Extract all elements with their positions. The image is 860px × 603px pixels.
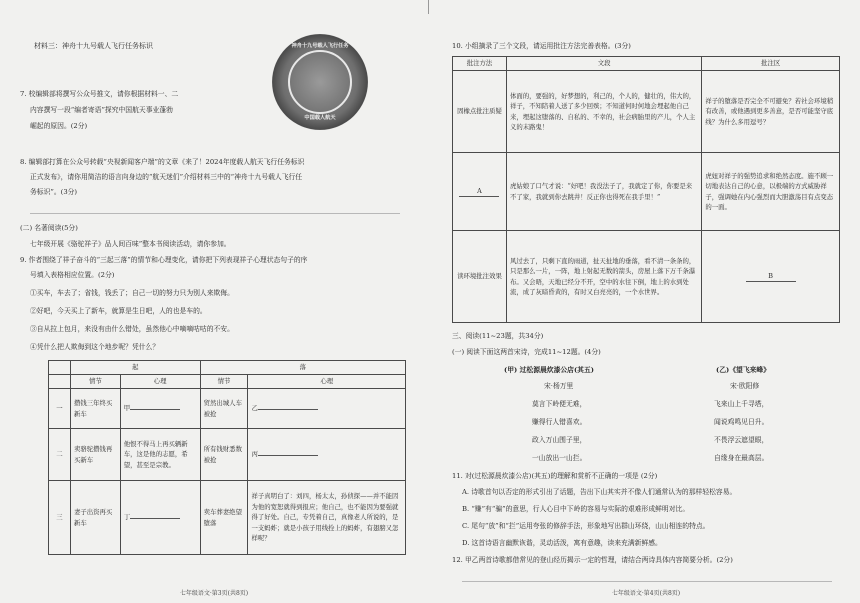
option-4: ④凭什么把人欺侮到这个地步呢？凭什么？ [30, 343, 160, 351]
table-row: A 虎姑娘了口气才说：“好吧！我没法子了，我就定了你，你要是来不了家，我就到你去跳井！反正你也得死在我手里！” 虎妞对祥子的强势追求和绝然态度。施不顾一切地表达自己的心意，以极端的方式威胁祥子，强调她在内心强烈而大胆激荡目有点变态的一面。 [453, 153, 840, 231]
table-row: 一 攒钱三年终买新车 甲 贸然出城人车被抢 乙 [49, 389, 406, 429]
option-3: ③自从拉上包月，来没有由什么错处，虽然他心中嘀嘀咕咕的不安。 [30, 325, 234, 333]
option-d[interactable]: D. 这首诗语言幽默诙谐，灵动活泼，寓有意趣，读来充满新鲜感。 [462, 539, 662, 547]
mission-emblem-image [272, 34, 368, 130]
blank-jia[interactable] [130, 409, 180, 410]
page-footer: 七年级语文·第4页(共8页) [611, 590, 681, 597]
question-10: 10. 小组摘录了三个文段，请运用批注方法完善表格。(3分) [452, 42, 631, 50]
page-footer: 七年级语文·第3页(共8页) [179, 590, 249, 597]
blank-ding[interactable] [130, 518, 180, 519]
subsection-1: (一) 阅读下面这两首宋诗，完成11~12题。(4分) [452, 348, 601, 356]
emblem-inner-ring [288, 50, 352, 114]
table-row: 二 卖骆驼攒钱再买新车 他恨不得马上再买辆新车，这是他的志愿，希望，甚至是宗教。 所有钱财悉数被抢 丙 [49, 429, 406, 481]
section-3-heading: 三、阅读(11~23题，共34分) [452, 332, 544, 340]
blank-yi[interactable] [258, 409, 318, 410]
table-row: 三 妻子出资再买新车 丁 卖车葬妻绝望堕落 祥子真明白了：刘四，杨太太，孙侦探——并不能因为他的宽恕就得到报应；他自己，也不能因为要强就得了好处。自己，专凭着自己，真像老人所说的，是一支蚂蚱；就是小孩子用线拴上的蚂蚱，有翅膀又怎样呢？ [49, 481, 406, 555]
blank-b[interactable]: B [746, 271, 796, 283]
annotation-table: 批注方法 文段 批注区 固橡点批注质疑 体面的，要强的，好梦想的，利己的，个人的，健壮的，伟大的，祥子，不知陪着人送了多少回殡；不知道何时何地会埋起他自己来，埋起这堕落的、自私的、不幸的，社会病胎里的产儿，个人主义的末路鬼！ 祥子的堕落是否完全不可避免？若社会环境稍有改善，或他遇到更多善意，是否可能坚守底线？为什么多用逗号？ A 虎姑娘了口气才说：“好吧！我没法子了，我就定了你，你要是来不了家，我就到你去跳井！反正你也得死在我手里！” 虎妞对祥子的强势追求和绝然态度。施不顾一切地表达自己的心意，以极端的方式威胁祥子，强调她在内心强烈而大胆激荡目有点变态的一面。 读环境批注效果 风过去了，只剩下直的雨道，扯天扯地的垂落，看不清一条条的，只是那么一片，一阵，地上射起无数的箭头，房屋上落下万千条瀑布。又会晤，天地已经分不开，空中的水往下倒，地上的水到处流，成了灰暗昏黄的，有时又白亮亮的，一个水世界。 B [452, 56, 840, 323]
option-2: ②好吧，今天买上了新车，就算是生日吧，人的也是车的。 [30, 307, 207, 315]
option-c[interactable]: C. 尾句“放”和“拦”运用夸张的修辞手法，形象地写出群山环绕，山山相连的特点。 [462, 522, 710, 530]
emblem-top-text: 神舟十九号载人飞行任务 [291, 43, 349, 49]
poem-b-title: (乙)《望飞来峰》 [716, 366, 771, 374]
header-qi: 起 [70, 361, 200, 375]
answer-line[interactable] [462, 581, 832, 582]
page-divider [428, 0, 429, 14]
left-page: 材料三：神舟十九号载人飞行任务标识 神舟十九号载人飞行任务 中国载人航天 7. 校编辑部将撰写公众号推文，请你根据材料一、二 内容撰写一段“编者寄语”探究中国航天事业蓬勃 崛起的原因。(2分) 8. 编辑部打算在公众号转载“央视新闻客户端”的文章《来了！2024年度载人航天飞行任务标识 正式发布》，请你用简洁的语言向身边的“航天迷们”介绍材料三中的“神舟十九号载人飞行任 务标识”。(3分) (二) 名著阅读(5分) 七年级开展《骆驼祥子》品人间百味”整本书阅读活动，请你参加。 9. 作者围绕了祥子奋斗的“三起三落”的情节和心理变化，请你把下列表现祥子心理状态句子的序 号填入表格相应位置。(2分) ①买车，车去了；省钱，钱丢了；自己一切的努力只为别人来欺侮。 ②好吧，今天买上了新车，就算是生日吧，人的也是车的。 ③自从拉上包月，来没有由什么错处，虽然他心中嘀嘀咕咕的不安。 ④凭什么把人欺侮到这个地步呢？凭什么？ 起 落 情节 心理 情节 心理 一 攒钱三年终买新车 甲 贸然出城人车被抢 乙 二 卖骆驼攒钱再买新车 他恨不得马上再买辆新车，这是他的志愿，希望，甚至是宗教。 所有钱财悉数被抢 丙 三 妻子出资再买新车 丁 卖车葬妻绝望堕落 祥子真明白了：刘四，杨太太，孙侦探——并不能因为他的宽恕就得到报应；他自己，也不能因为要强就得了好处。自己，专凭着自己，真像老人所说的，是一支蚂蚱；就是小孩子用线拴上的蚂蚱，有翅膀又怎样呢？ 七年级语文·第3页(共8页) [0, 0, 428, 603]
option-a[interactable]: A. 诗歌首句以否定的形式引出了话题，告出下山其实并不像人们通常认为的那样轻松容易。 [462, 488, 737, 496]
table-row: 读环境批注效果 风过去了，只剩下直的雨道，扯天扯地的垂落，看不清一条条的，只是那么一片，一阵，地上射起无数的箭头，房屋上落下万千条瀑布。又会晤，天地已经分不开，空中的水往下倒，地上的水到处流，成了灰暗昏黄的，有时又白亮亮的，一个水世界。 B [453, 231, 840, 323]
blank-a[interactable]: A [459, 186, 499, 198]
material-title: 材料三：神舟十九号载人飞行任务标识 [34, 42, 153, 50]
emblem-bottom-text: 中国载人航天 [304, 115, 336, 121]
option-1: ①买车，车去了；省钱，钱丢了；自己一切的努力只为别人来欺侮。 [30, 289, 234, 297]
question-12: 12. 甲乙两首诗歌都借常见的登山经历揭示一定的哲理，请结合两诗具体内容简要分析。(2分) [452, 556, 733, 564]
poem-b-author: 宋·欧阳修 [730, 382, 760, 390]
question-11: 11. 对(过松源晨炊漆公店)(其五)的理解和赏析不正确的一项是 (2分) [452, 472, 658, 480]
option-b[interactable]: B. “赚”有“骗”的意思，行人心目中下岭的容易与实际的艰难形成鲜明对比。 [462, 505, 690, 513]
header-luo: 落 [200, 361, 405, 375]
section-2-heading: (二) 名著阅读(5分) [20, 224, 78, 232]
poem-a-author: 宋·杨万里 [544, 382, 574, 390]
section-2-intro: 七年级开展《骆驼祥子》品人间百味”整本书阅读活动，请你参加。 [30, 240, 231, 248]
table-row: 固橡点批注质疑 体面的，要强的，好梦想的，利己的，个人的，健壮的，伟大的，祥子，不知陪着人送了多少回殡；不知道何时何地会埋起他自己来，埋起这堕落的、自私的、不幸的，社会病胎里的产儿，个人主义的末路鬼！ 祥子的堕落是否完全不可避免？若社会环境稍有改善，或他遇到更多善意，是否可能坚守底线？为什么多用逗号？ [453, 71, 840, 153]
plot-mind-table: 起 落 情节 心理 情节 心理 一 攒钱三年终买新车 甲 贸然出城人车被抢 乙 二 卖骆驼攒钱再买新车 他恨不得马上再买辆新车，这是他的志愿，希望，甚至是宗教。 所有钱财悉数被抢 丙 三 妻子出资再买新车 丁 卖车葬妻绝望堕落 祥子真明白了：刘四，杨太太，孙侦探——并不能因为他的宽恕就得到报应；他自己，也不能因为要强就得了好处。自己，专凭着自己，真像老人所说的，是一支蚂蚱；就是小孩子用线拴上的蚂蚱，有翅膀又怎样呢？ [48, 360, 406, 555]
poem-a-title: (甲) 过松源晨炊漆公店(其五) [504, 366, 594, 374]
blank-bing[interactable] [258, 455, 318, 456]
answer-line[interactable] [30, 213, 400, 214]
right-page: 10. 小组摘录了三个文段，请运用批注方法完善表格。(3分) 批注方法 文段 批注区 固橡点批注质疑 体面的，要强的，好梦想的，利己的，个人的，健壮的，伟大的，祥子，不知陪着人送了多少回殡；不知道何时何地会埋起他自己来，埋起这堕落的、自私的、不幸的，社会病胎里的产儿，个人主义的末路鬼！ 祥子的堕落是否完全不可避免？若社会环境稍有改善，或他遇到更多善意，是否可能坚守底线？为什么多用逗号？ A 虎姑娘了口气才说：“好吧！我没法子了，我就定了你，你要是来不了家，我就到你去跳井！反正你也得死在我手里！” 虎妞对祥子的强势追求和绝然态度。施不顾一切地表达自己的心意，以极端的方式威胁祥子，强调她在内心强烈而大胆激荡目有点变态的一面。 读环境批注效果 风过去了，只剩下直的雨道，扯天扯地的垂落，看不清一条条的，只是那么一片，一阵，地上射起无数的箭头，房屋上落下万千条瀑布。又会晤，天地已经分不开，空中的水往下倒，地上的水到处流，成了灰暗昏黄的，有时又白亮亮的，一个水世界。 B 三、阅读(11~23题，共34分) (一) 阅读下面这两首宋诗，完成11~12题。(4分) (甲) 过松源晨炊漆公店(其五) 宋·杨万里 莫言下岭便无难， 赚得行人错喜欢。 政入万山围子里， 一山放出一山拦。 (乙)《望飞来峰》 宋·欧阳修 飞来山上千寻塔， 闻说鸡鸣见日升。 不畏浮云遮望眼， 自缘身在最高层。 11. 对(过松源晨炊漆公店)(其五)的理解和赏析不正确的一项是 (2分) A. 诗歌首句以否定的形式引出了话题，告出下山其实并不像人们通常认为的那样轻松容易。 B. “赚”有“骗”的意思，行人心目中下岭的容易与实际的艰难形成鲜明对比。 C. 尾句“放”和“拦”运用夸张的修辞手法，形象地写出群山环绕，山山相连的特点。 D. 这首诗语言幽默诙谐，灵动活泼，寓有意趣，读来充满新鲜感。 12. 甲乙两首诗歌都借常见的登山经历揭示一定的哲理，请结合两诗具体内容简要分析。(2分) 七年级语文·第4页(共8页) [432, 0, 860, 603]
